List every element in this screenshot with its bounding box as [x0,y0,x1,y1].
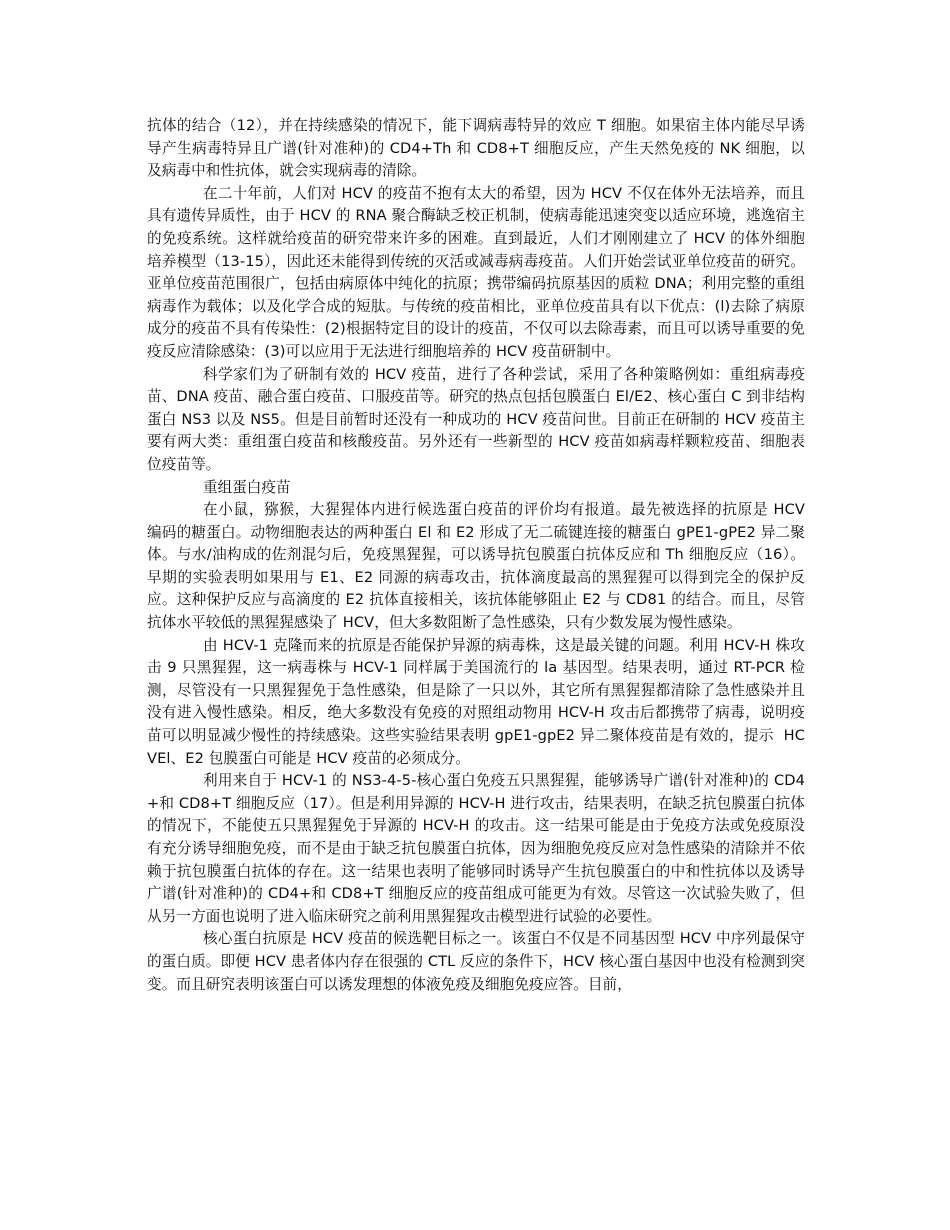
section-heading-recombinant-protein-vaccine: 重组蛋白疫苗 [203,478,291,496]
paragraph-2: 在二十年前，人们对 HCV 的疫苗不抱有太大的希望，因为 HCV 不仅在体外无法培养，而且具有遗传异质性，由于 HCV 的 RNA 聚合酶缺乏校正机制，使病毒能迅速突变以适应环境，逃逸宿主的免疫系统。这样就给疫苗的研究带来许多的困难。直到最近，人们才刚刚建立了 HCV 的体外细胞培养模型（13-15），因此还未能得到传统的灭活或减毒病毒疫苗。人们开始尝试亚单位疫苗的研究。亚单位疫苗范围很广，包括由病原体中纯化的抗原；携带编码抗原基因的质粒 DNA；利用完整的重组病毒作为载体；以及化学合成的短肽。与传统的疫苗相比，亚单位疫苗具有以下优点：(l)去除了病原成分的疫苗不具有传染性：(2)根据特定目的设计的疫苗，不仅可以去除毒素，而且可以诱导重要的免疫反应清除感染：(3)可以应用于无法进行细胞培养的 HCV 疫苗研制中。 [147,184,805,360]
paragraph-3: 科学家们为了研制有效的 HCV 疫苗，进行了各种尝试，采用了各种策略例如：重组病毒疫苗、DNA 疫苗、融合蛋白疫苗、口服疫苗等。研究的热点包括包膜蛋白 El/E2、核心蛋白 C 到非结构蛋白 NS3 以及 NS5。但是目前暂时还没有一种成功的 HCV 疫苗问世。目前正在研制的 HCV 疫苗主要有两大类：重组蛋白疫苗和核酸疫苗。另外还有一些新型的 HCV 疫苗如病毒样颗粒疫苗、细胞表位疫苗等。 [147,365,805,473]
paragraph-6: 利用来自于 HCV-1 的 NS3-4-5-核心蛋白免疫五只黑猩猩，能够诱导广谱(针对准种)的 CD4+和 CD8+T 细胞反应（17）。但是利用异源的 HCV-H 进行攻击，结果表明，在缺乏抗包膜蛋白抗体的情况下，不能使五只黑猩猩免于异源的 HCV-H 的攻击。这一结果可能是由于免疫方法或免疫原没有充分诱导细胞免疫，而不是由于缺乏抗包膜蛋白抗体，因为细胞免疫反应对急性感染的清除并不依赖于抗包膜蛋白抗体的存在。这一结果也表明了能够同时诱导产生抗包膜蛋白的中和性抗体以及诱导广谱(针对准种)的 CD4+和 CD8+T 细胞反应的疫苗组成可能更为有效。尽管这一次试验失败了，但从另一方面也说明了进入临床研究之前利用黑猩猩攻击模型进行试验的必要性。 [147,772,805,925]
paragraph-4: 在小鼠，猕猴，大猩猩体内进行候选蛋白疫苗的评价均有报道。最先被选择的抗原是 HCV 编码的糖蛋白。动物细胞表达的两种蛋白 El 和 E2 形成了无二硫键连接的糖蛋白 gPE1-gPE2 异二聚体。与水/油构成的佐剂混匀后，免疫黑猩猩，可以诱导抗包膜蛋白抗体反应和 Th 细胞反应（16）。早期的实验表明如果用与 E1、E2 同源的病毒攻击，抗体滴度最高的黑猩猩可以得到完全的保护反应。这种保护反应与高滴度的 E2 抗体直接相关，该抗体能够阻止 E2 与 CD81 的结合。而且，尽管抗体水平较低的黑猩猩感染了 HCV，但大多数阻断了急性感染，只有少数发展为慢性感染。 [147,501,815,632]
paragraph-1: 抗体的结合（12），并在持续感染的情况下，能下调病毒特异的效应 T 细胞。如果宿主体内能尽早诱导产生病毒特异且广谱(针对准种)的 CD4+Th 和 CD8+T 细胞反应，产生天然免疫的 NK 细胞，以及病毒中和性抗体，就会实现病毒的清除。 [147,117,805,180]
paragraph-7: 核心蛋白抗原是 HCV 疫苗的候选靶目标之一。该蛋白不仅是不同基因型 HCV 中序列最保守的蛋白质。即便 HCV 患者体内存在很强的 CTL 反应的条件下，HCV 核心蛋白基因中也没有检测到突变。而且研究表明该蛋白可以诱发理想的体液免疫及细胞免疫应答。目前， [147,930,805,993]
paragraph-5: 由 HCV-1 克隆而来的抗原是否能保护异源的病毒株，这是最关键的问题。利用 HCV-H 株攻击 9 只黑猩猩，这一病毒株与 HCV-1 同样属于美国流行的 la 基因型。结果表明，通过 RT-PCR 检测，尽管没有一只黑猩猩免于急性感染，但是除了一只以外，其它所有黑猩猩都清除了急性感染并且没有进入慢性感染。相反，绝大多数没有免疫的对照组动物用 HCV-H 攻击后都携带了病毒，说明疫苗可以明显减少慢性的持续感染。这些实验结果表明 gpE1-gpE2 异二聚体疫苗是有效的，提示 HCVEl、E2 包膜蛋白可能是 HCV 疫苗的必须成分。 [147,636,805,767]
